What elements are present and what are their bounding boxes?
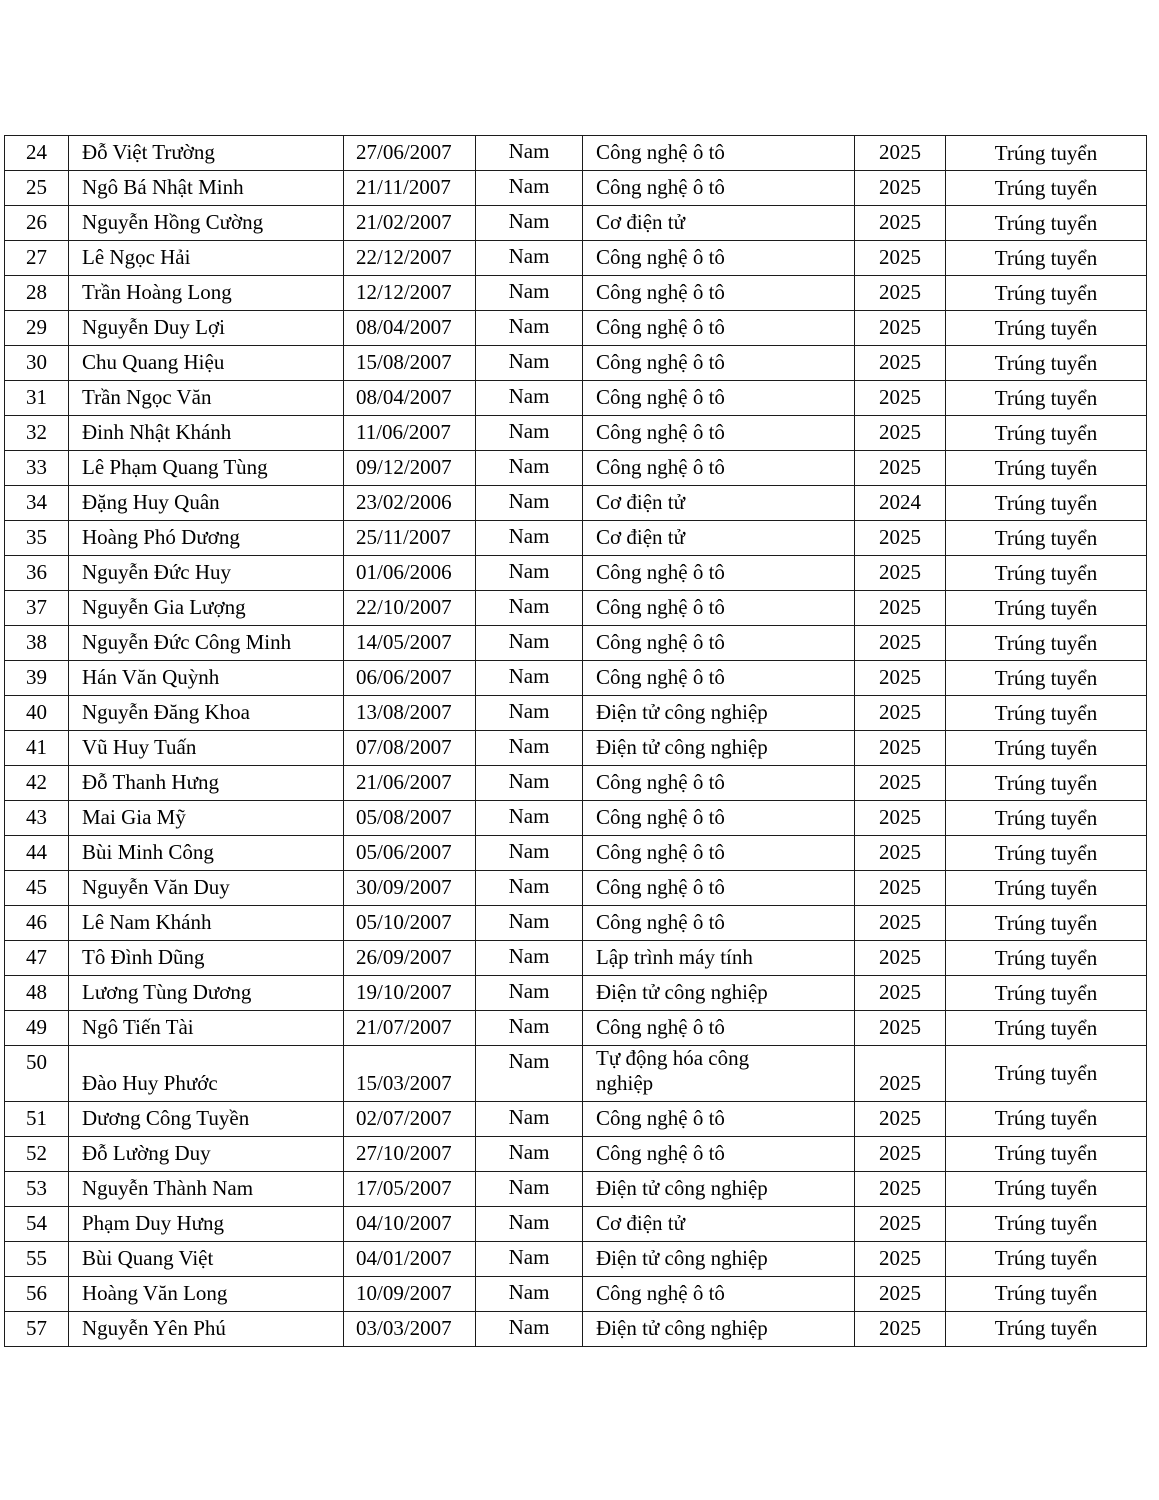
cell-major: Công nghệ ô tô xyxy=(583,871,855,906)
cell-index: 30 xyxy=(5,346,69,381)
cell-status: Trúng tuyển xyxy=(946,696,1147,731)
cell-major: Điện tử công nghiệp xyxy=(583,1241,855,1276)
cell-index: 38 xyxy=(5,626,69,661)
cell-status: Trúng tuyển xyxy=(946,416,1147,451)
cell-date-of-birth: 21/06/2007 xyxy=(344,766,476,801)
cell-status: Trúng tuyển xyxy=(946,836,1147,871)
table-row xyxy=(5,626,1147,661)
cell-status: Trúng tuyển xyxy=(946,1136,1147,1171)
cell-name: Đào Huy Phước xyxy=(69,1046,344,1102)
table-row xyxy=(5,206,1147,241)
cell-index: 49 xyxy=(5,1011,69,1046)
cell-major: Công nghệ ô tô xyxy=(583,1101,855,1136)
cell-status: Trúng tuyển xyxy=(946,311,1147,346)
cell-index: 40 xyxy=(5,696,69,731)
cell-gender: Nam xyxy=(476,626,583,661)
cell-admission-year: 2025 xyxy=(855,1011,946,1046)
cell-admission-year: 2025 xyxy=(855,1101,946,1136)
cell-date-of-birth: 12/12/2007 xyxy=(344,276,476,311)
table-row xyxy=(5,1101,1147,1136)
cell-major: Công nghệ ô tô xyxy=(583,661,855,696)
cell-admission-year: 2025 xyxy=(855,1241,946,1276)
cell-gender: Nam xyxy=(476,206,583,241)
cell-index: 52 xyxy=(5,1136,69,1171)
table-row xyxy=(5,521,1147,556)
cell-major: Cơ điện tử xyxy=(583,521,855,556)
cell-index: 33 xyxy=(5,451,69,486)
cell-index: 57 xyxy=(5,1311,69,1346)
cell-name: Hán Văn Quỳnh xyxy=(69,661,344,696)
cell-gender: Nam xyxy=(476,1101,583,1136)
cell-major: Công nghệ ô tô xyxy=(583,1276,855,1311)
cell-index: 53 xyxy=(5,1171,69,1206)
cell-major: Công nghệ ô tô xyxy=(583,136,855,171)
cell-status: Trúng tuyển xyxy=(946,1276,1147,1311)
cell-status: Trúng tuyển xyxy=(946,801,1147,836)
cell-major: Điện tử công nghiệp xyxy=(583,731,855,766)
cell-status: Trúng tuyển xyxy=(946,766,1147,801)
cell-date-of-birth: 13/08/2007 xyxy=(344,696,476,731)
cell-date-of-birth: 23/02/2006 xyxy=(344,486,476,521)
table-row xyxy=(5,591,1147,626)
cell-date-of-birth: 26/09/2007 xyxy=(344,941,476,976)
cell-status: Trúng tuyển xyxy=(946,451,1147,486)
table-row xyxy=(5,136,1147,171)
cell-admission-year: 2025 xyxy=(855,941,946,976)
cell-index: 37 xyxy=(5,591,69,626)
cell-index: 43 xyxy=(5,801,69,836)
cell-major: Công nghệ ô tô xyxy=(583,591,855,626)
table-row xyxy=(5,1206,1147,1241)
cell-status: Trúng tuyển xyxy=(946,1011,1147,1046)
cell-status: Trúng tuyển xyxy=(946,1101,1147,1136)
cell-index: 47 xyxy=(5,941,69,976)
cell-index: 35 xyxy=(5,521,69,556)
table-row xyxy=(5,1311,1147,1346)
cell-name: Đỗ Lường Duy xyxy=(69,1136,344,1171)
table-row xyxy=(5,1241,1147,1276)
cell-date-of-birth: 22/12/2007 xyxy=(344,241,476,276)
cell-admission-year: 2025 xyxy=(855,451,946,486)
cell-gender: Nam xyxy=(476,731,583,766)
cell-name: Nguyễn Yên Phú xyxy=(69,1311,344,1346)
table-row xyxy=(5,661,1147,696)
cell-status: Trúng tuyển xyxy=(946,591,1147,626)
cell-index: 45 xyxy=(5,871,69,906)
cell-status: Trúng tuyển xyxy=(946,521,1147,556)
cell-major: Công nghệ ô tô xyxy=(583,311,855,346)
cell-admission-year: 2025 xyxy=(855,206,946,241)
table-row xyxy=(5,1046,1147,1102)
cell-status: Trúng tuyển xyxy=(946,486,1147,521)
cell-admission-year: 2025 xyxy=(855,171,946,206)
cell-index: 39 xyxy=(5,661,69,696)
cell-name: Bùi Minh Công xyxy=(69,836,344,871)
cell-index: 36 xyxy=(5,556,69,591)
cell-gender: Nam xyxy=(476,1011,583,1046)
cell-status: Trúng tuyển xyxy=(946,1046,1147,1102)
table-row xyxy=(5,731,1147,766)
cell-admission-year: 2025 xyxy=(855,521,946,556)
cell-gender: Nam xyxy=(476,1136,583,1171)
table-row xyxy=(5,416,1147,451)
cell-name: Nguyễn Duy Lợi xyxy=(69,311,344,346)
table-row xyxy=(5,871,1147,906)
cell-date-of-birth: 06/06/2007 xyxy=(344,661,476,696)
cell-date-of-birth: 04/10/2007 xyxy=(344,1206,476,1241)
table-row xyxy=(5,1011,1147,1046)
cell-name: Đỗ Thanh Hưng xyxy=(69,766,344,801)
cell-major: Công nghệ ô tô xyxy=(583,346,855,381)
cell-index: 44 xyxy=(5,836,69,871)
cell-name: Đặng Huy Quân xyxy=(69,486,344,521)
cell-admission-year: 2025 xyxy=(855,556,946,591)
cell-name: Ngô Tiến Tài xyxy=(69,1011,344,1046)
cell-date-of-birth: 27/10/2007 xyxy=(344,1136,476,1171)
cell-name: Lê Nam Khánh xyxy=(69,906,344,941)
cell-admission-year: 2025 xyxy=(855,661,946,696)
cell-status: Trúng tuyển xyxy=(946,1241,1147,1276)
cell-status: Trúng tuyển xyxy=(946,941,1147,976)
cell-date-of-birth: 15/03/2007 xyxy=(344,1046,476,1102)
cell-index: 55 xyxy=(5,1241,69,1276)
cell-name: Nguyễn Gia Lượng xyxy=(69,591,344,626)
table-row xyxy=(5,1171,1147,1206)
cell-admission-year: 2025 xyxy=(855,1311,946,1346)
cell-major: Điện tử công nghiệp xyxy=(583,696,855,731)
cell-name: Lương Tùng Dương xyxy=(69,976,344,1011)
cell-admission-year: 2025 xyxy=(855,871,946,906)
cell-index: 51 xyxy=(5,1101,69,1136)
cell-date-of-birth: 25/11/2007 xyxy=(344,521,476,556)
cell-admission-year: 2025 xyxy=(855,801,946,836)
cell-gender: Nam xyxy=(476,1046,583,1102)
cell-major: Công nghệ ô tô xyxy=(583,906,855,941)
cell-status: Trúng tuyển xyxy=(946,171,1147,206)
cell-index: 25 xyxy=(5,171,69,206)
cell-admission-year: 2025 xyxy=(855,136,946,171)
cell-major: Cơ điện tử xyxy=(583,1206,855,1241)
cell-name: Đinh Nhật Khánh xyxy=(69,416,344,451)
cell-major: Công nghệ ô tô xyxy=(583,171,855,206)
cell-date-of-birth: 08/04/2007 xyxy=(344,311,476,346)
admission-list-table xyxy=(4,135,1147,1347)
cell-major: Công nghệ ô tô xyxy=(583,801,855,836)
table-row xyxy=(5,906,1147,941)
cell-index: 29 xyxy=(5,311,69,346)
cell-date-of-birth: 17/05/2007 xyxy=(344,1171,476,1206)
cell-gender: Nam xyxy=(476,766,583,801)
cell-index: 24 xyxy=(5,136,69,171)
table-row xyxy=(5,1136,1147,1171)
cell-admission-year: 2025 xyxy=(855,696,946,731)
cell-date-of-birth: 14/05/2007 xyxy=(344,626,476,661)
cell-status: Trúng tuyển xyxy=(946,346,1147,381)
cell-gender: Nam xyxy=(476,521,583,556)
cell-gender: Nam xyxy=(476,871,583,906)
table-row xyxy=(5,941,1147,976)
cell-date-of-birth: 07/08/2007 xyxy=(344,731,476,766)
cell-name: Nguyễn Thành Nam xyxy=(69,1171,344,1206)
cell-major: Công nghệ ô tô xyxy=(583,556,855,591)
table-row xyxy=(5,311,1147,346)
cell-gender: Nam xyxy=(476,171,583,206)
cell-name: Nguyễn Đức Công Minh xyxy=(69,626,344,661)
cell-index: 32 xyxy=(5,416,69,451)
cell-name: Tô Đình Dũng xyxy=(69,941,344,976)
cell-name: Phạm Duy Hưng xyxy=(69,1206,344,1241)
cell-gender: Nam xyxy=(476,276,583,311)
cell-admission-year: 2025 xyxy=(855,381,946,416)
cell-major: Công nghệ ô tô xyxy=(583,836,855,871)
cell-index: 48 xyxy=(5,976,69,1011)
cell-gender: Nam xyxy=(476,1206,583,1241)
cell-name: Hoàng Phó Dương xyxy=(69,521,344,556)
table-row xyxy=(5,766,1147,801)
cell-admission-year: 2025 xyxy=(855,976,946,1011)
cell-date-of-birth: 27/06/2007 xyxy=(344,136,476,171)
cell-major: Điện tử công nghiệp xyxy=(583,1311,855,1346)
cell-major: Cơ điện tử xyxy=(583,486,855,521)
cell-admission-year: 2025 xyxy=(855,1206,946,1241)
cell-status: Trúng tuyển xyxy=(946,906,1147,941)
cell-status: Trúng tuyển xyxy=(946,1311,1147,1346)
table-row xyxy=(5,171,1147,206)
cell-status: Trúng tuyển xyxy=(946,626,1147,661)
cell-major: Công nghệ ô tô xyxy=(583,451,855,486)
cell-date-of-birth: 01/06/2006 xyxy=(344,556,476,591)
cell-status: Trúng tuyển xyxy=(946,381,1147,416)
cell-name: Vũ Huy Tuấn xyxy=(69,731,344,766)
cell-gender: Nam xyxy=(476,346,583,381)
cell-major: Công nghệ ô tô xyxy=(583,241,855,276)
cell-date-of-birth: 05/10/2007 xyxy=(344,906,476,941)
cell-index: 50 xyxy=(5,1046,69,1102)
cell-admission-year: 2025 xyxy=(855,1136,946,1171)
table-row xyxy=(5,836,1147,871)
cell-name: Bùi Quang Việt xyxy=(69,1241,344,1276)
cell-admission-year: 2025 xyxy=(855,241,946,276)
cell-admission-year: 2025 xyxy=(855,276,946,311)
cell-status: Trúng tuyển xyxy=(946,976,1147,1011)
cell-major: Điện tử công nghiệp xyxy=(583,976,855,1011)
cell-name: Nguyễn Đức Huy xyxy=(69,556,344,591)
table-row xyxy=(5,1276,1147,1311)
cell-admission-year: 2025 xyxy=(855,836,946,871)
cell-name: Dương Công Tuyền xyxy=(69,1101,344,1136)
cell-gender: Nam xyxy=(476,906,583,941)
cell-admission-year: 2025 xyxy=(855,1171,946,1206)
cell-admission-year: 2025 xyxy=(855,346,946,381)
cell-name: Ngô Bá Nhật Minh xyxy=(69,171,344,206)
cell-status: Trúng tuyển xyxy=(946,1206,1147,1241)
cell-gender: Nam xyxy=(476,416,583,451)
cell-admission-year: 2025 xyxy=(855,731,946,766)
cell-status: Trúng tuyển xyxy=(946,136,1147,171)
cell-date-of-birth: 02/07/2007 xyxy=(344,1101,476,1136)
cell-gender: Nam xyxy=(476,311,583,346)
cell-date-of-birth: 21/07/2007 xyxy=(344,1011,476,1046)
cell-gender: Nam xyxy=(476,836,583,871)
cell-gender: Nam xyxy=(476,661,583,696)
cell-admission-year: 2024 xyxy=(855,486,946,521)
table-row xyxy=(5,346,1147,381)
cell-index: 42 xyxy=(5,766,69,801)
cell-gender: Nam xyxy=(476,801,583,836)
cell-gender: Nam xyxy=(476,451,583,486)
cell-date-of-birth: 21/02/2007 xyxy=(344,206,476,241)
cell-admission-year: 2025 xyxy=(855,626,946,661)
table-row xyxy=(5,556,1147,591)
cell-major: Công nghệ ô tô xyxy=(583,1136,855,1171)
cell-major: Công nghệ ô tô xyxy=(583,416,855,451)
cell-name: Chu Quang Hiệu xyxy=(69,346,344,381)
cell-index: 54 xyxy=(5,1206,69,1241)
cell-gender: Nam xyxy=(476,591,583,626)
cell-date-of-birth: 22/10/2007 xyxy=(344,591,476,626)
cell-major: Công nghệ ô tô xyxy=(583,276,855,311)
cell-status: Trúng tuyển xyxy=(946,1171,1147,1206)
cell-index: 34 xyxy=(5,486,69,521)
cell-date-of-birth: 03/03/2007 xyxy=(344,1311,476,1346)
cell-status: Trúng tuyển xyxy=(946,661,1147,696)
cell-admission-year: 2025 xyxy=(855,591,946,626)
cell-name: Trần Hoàng Long xyxy=(69,276,344,311)
cell-name: Lê Phạm Quang Tùng xyxy=(69,451,344,486)
cell-index: 46 xyxy=(5,906,69,941)
cell-status: Trúng tuyển xyxy=(946,241,1147,276)
cell-status: Trúng tuyển xyxy=(946,871,1147,906)
cell-status: Trúng tuyển xyxy=(946,731,1147,766)
cell-admission-year: 2025 xyxy=(855,906,946,941)
cell-date-of-birth: 05/08/2007 xyxy=(344,801,476,836)
cell-status: Trúng tuyển xyxy=(946,276,1147,311)
table-row xyxy=(5,381,1147,416)
cell-date-of-birth: 05/06/2007 xyxy=(344,836,476,871)
cell-admission-year: 2025 xyxy=(855,311,946,346)
cell-major: Công nghệ ô tô xyxy=(583,626,855,661)
cell-major: Điện tử công nghiệp xyxy=(583,1171,855,1206)
cell-major: Cơ điện tử xyxy=(583,206,855,241)
cell-index: 56 xyxy=(5,1276,69,1311)
cell-gender: Nam xyxy=(476,941,583,976)
cell-gender: Nam xyxy=(476,381,583,416)
cell-name: Trần Ngọc Văn xyxy=(69,381,344,416)
cell-index: 26 xyxy=(5,206,69,241)
cell-name: Đỗ Việt Trường xyxy=(69,136,344,171)
table-row xyxy=(5,486,1147,521)
cell-index: 28 xyxy=(5,276,69,311)
cell-gender: Nam xyxy=(476,241,583,276)
cell-major: Công nghệ ô tô xyxy=(583,1011,855,1046)
table-row xyxy=(5,801,1147,836)
cell-gender: Nam xyxy=(476,976,583,1011)
cell-date-of-birth: 11/06/2007 xyxy=(344,416,476,451)
cell-admission-year: 2025 xyxy=(855,766,946,801)
cell-date-of-birth: 19/10/2007 xyxy=(344,976,476,1011)
table-row xyxy=(5,451,1147,486)
cell-index: 31 xyxy=(5,381,69,416)
cell-date-of-birth: 15/08/2007 xyxy=(344,346,476,381)
cell-name: Mai Gia Mỹ xyxy=(69,801,344,836)
cell-major: Lập trình máy tính xyxy=(583,941,855,976)
cell-date-of-birth: 04/01/2007 xyxy=(344,1241,476,1276)
cell-gender: Nam xyxy=(476,486,583,521)
cell-gender: Nam xyxy=(476,556,583,591)
cell-name: Nguyễn Văn Duy xyxy=(69,871,344,906)
cell-major: Công nghệ ô tô xyxy=(583,766,855,801)
cell-major: Tự động hóa công nghiệp xyxy=(583,1046,855,1102)
cell-gender: Nam xyxy=(476,136,583,171)
cell-admission-year: 2025 xyxy=(855,1276,946,1311)
cell-status: Trúng tuyển xyxy=(946,206,1147,241)
cell-gender: Nam xyxy=(476,1171,583,1206)
cell-admission-year: 2025 xyxy=(855,416,946,451)
cell-date-of-birth: 08/04/2007 xyxy=(344,381,476,416)
cell-name: Hoàng Văn Long xyxy=(69,1276,344,1311)
cell-name: Nguyễn Hồng Cường xyxy=(69,206,344,241)
cell-gender: Nam xyxy=(476,1241,583,1276)
cell-index: 27 xyxy=(5,241,69,276)
table-row xyxy=(5,976,1147,1011)
cell-name: Nguyễn Đăng Khoa xyxy=(69,696,344,731)
cell-admission-year: 2025 xyxy=(855,1046,946,1102)
cell-date-of-birth: 10/09/2007 xyxy=(344,1276,476,1311)
table-row xyxy=(5,241,1147,276)
cell-status: Trúng tuyển xyxy=(946,556,1147,591)
cell-gender: Nam xyxy=(476,696,583,731)
cell-date-of-birth: 21/11/2007 xyxy=(344,171,476,206)
cell-major: Công nghệ ô tô xyxy=(583,381,855,416)
cell-name: Lê Ngọc Hải xyxy=(69,241,344,276)
cell-date-of-birth: 30/09/2007 xyxy=(344,871,476,906)
table-row xyxy=(5,276,1147,311)
cell-index: 41 xyxy=(5,731,69,766)
table-row xyxy=(5,696,1147,731)
cell-gender: Nam xyxy=(476,1276,583,1311)
cell-gender: Nam xyxy=(476,1311,583,1346)
cell-date-of-birth: 09/12/2007 xyxy=(344,451,476,486)
